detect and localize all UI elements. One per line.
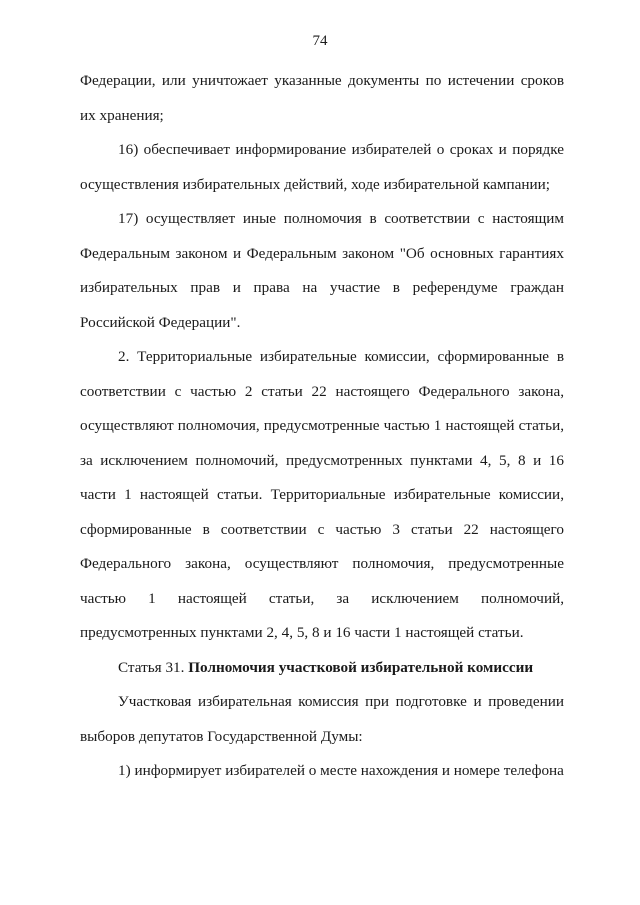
article-number: Статья 31. (118, 658, 185, 676)
paragraph-continuation: Федерации, или уничтожает указанные документы по истечении сроков их хранения; (80, 72, 564, 124)
paragraph-article-item-1: 1) информирует избирателей о месте нахождения и номере телефона (118, 762, 564, 779)
page-number: 74 (312, 33, 328, 49)
article-title: Полномочия участковой избирательной комиссии (188, 658, 534, 676)
article-heading (80, 651, 564, 686)
paragraph-article-intro: Участковая избирательная комиссия при подготовке и проведении выборов депутатов Государственной Думы: (80, 693, 564, 745)
paragraph-item-17: 17) осуществляет иные полномочия в соответствии с настоящим Федеральным законом и Федеральным законом "Об основных гарантиях избирательных прав и права на участие в референдуме граждан Российской Федерации". (80, 210, 564, 331)
paragraph-part-2: 2. Территориальные избирательные комиссии, сформированные в соответствии с частью 2 статьи 22 настоящего Федерального закона, осуществляют полномочия, предусмотренные частью 1 настоящей статьи, за исключением полномочий, предусмотренных пунктами 4, 5, 8 и 16 части 1 настоящей статьи. Территориальные избирательные комиссии, сформированные в соответствии с частью 3 статьи 22 настоящего Федерального закона, осуществляют полномочия, предусмотренные частью 1 настоящей статьи, за исключением полномочий, предусмотренных пунктами 2, 4, 5, 8 и 16 части 1 настоящей статьи. (80, 348, 564, 641)
paragraph-item-16: 16) обеспечивает информирование избирателей о сроках и порядке осуществления избирательных действий, ходе избирательной кампании; (80, 141, 564, 193)
document-body (80, 64, 564, 789)
